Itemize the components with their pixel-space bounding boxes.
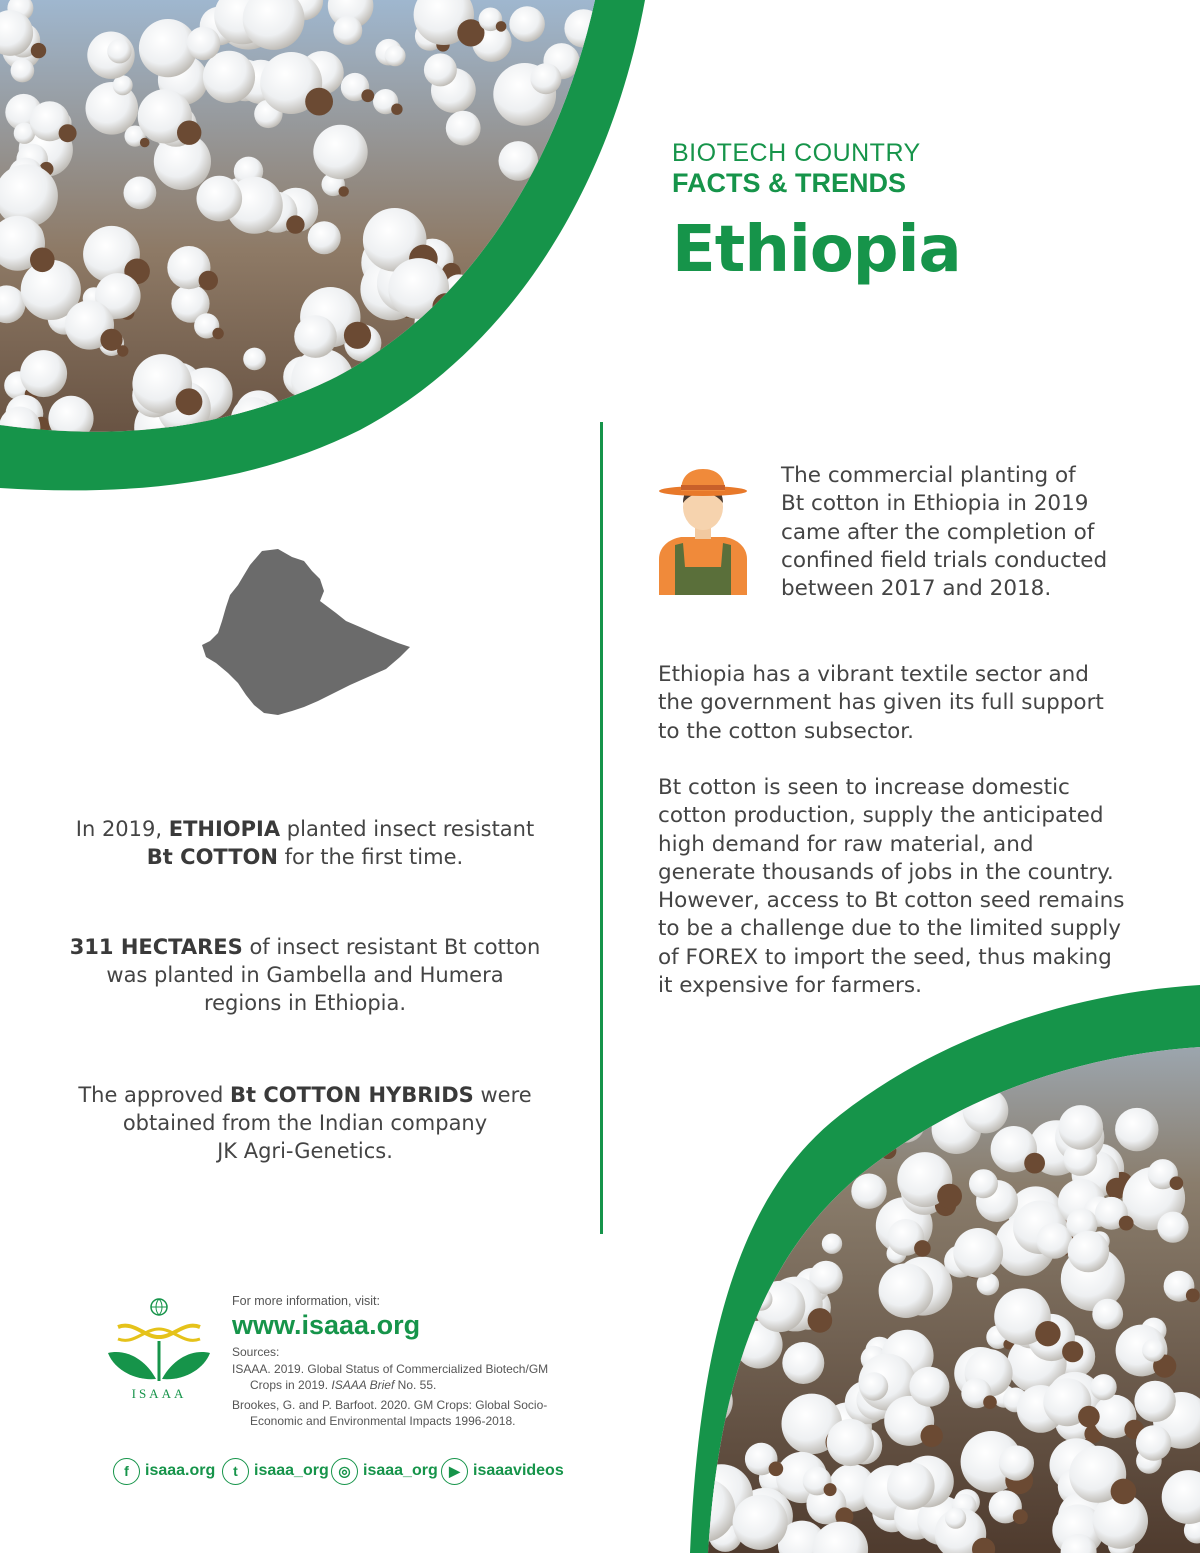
fact-hectares: 311 HECTARES of insect resistant Bt cotton was planted in Gambella and Humera regions in Ethiopia. bbox=[69, 935, 541, 1015]
cotton-boll bbox=[584, 414, 612, 442]
cotton-boll bbox=[740, 1091, 763, 1114]
cotton-husk bbox=[769, 1462, 784, 1477]
cotton-boll bbox=[763, 1091, 791, 1119]
country-name: Ethiopia bbox=[672, 213, 961, 287]
cotton-boll bbox=[1059, 1105, 1104, 1150]
cotton-boll bbox=[1136, 1425, 1171, 1460]
cotton-boll bbox=[822, 1234, 842, 1254]
header-subtitle: BIOTECH COUNTRY bbox=[672, 139, 921, 167]
cotton-boll bbox=[197, 176, 243, 222]
cotton-boll bbox=[385, 45, 406, 66]
cotton-boll bbox=[123, 177, 156, 210]
cotton-boll bbox=[203, 51, 255, 103]
website-link[interactable]: www.isaaa.org bbox=[232, 1310, 421, 1340]
cotton-husk bbox=[1035, 1321, 1060, 1346]
instagram-icon: ◎ bbox=[331, 1458, 358, 1485]
cotton-husk bbox=[707, 1255, 717, 1265]
cotton-boll bbox=[509, 6, 545, 42]
cotton-husk bbox=[921, 1425, 943, 1447]
social-label: isaaa_org bbox=[363, 1462, 438, 1479]
cotton-husk bbox=[763, 1106, 776, 1119]
cotton-boll bbox=[1134, 1381, 1175, 1422]
logo-text: ISAAA bbox=[131, 1386, 187, 1401]
cotton-husk bbox=[361, 89, 374, 102]
cotton-husk bbox=[503, 420, 528, 445]
cotton-boll bbox=[728, 1143, 780, 1195]
cotton-husk bbox=[540, 279, 557, 296]
cotton-boll bbox=[969, 1169, 998, 1198]
cotton-husk bbox=[496, 21, 507, 32]
cotton-husk bbox=[212, 328, 223, 339]
cotton-husk bbox=[743, 1116, 765, 1138]
cotton-husk bbox=[344, 322, 371, 349]
cotton-husk bbox=[467, 384, 486, 403]
cotton-boll bbox=[690, 1242, 713, 1265]
cotton-husk bbox=[140, 138, 150, 148]
cotton-boll bbox=[1142, 1339, 1165, 1362]
cotton-husk bbox=[704, 1317, 716, 1329]
cotton-husk bbox=[31, 43, 46, 58]
cotton-boll bbox=[741, 1089, 771, 1119]
cotton-boll bbox=[851, 1174, 886, 1209]
cotton-boll bbox=[552, 350, 577, 375]
cotton-boll bbox=[708, 1088, 757, 1137]
cotton-husk bbox=[1186, 1289, 1200, 1303]
youtube-icon: ▶ bbox=[441, 1458, 468, 1485]
cotton-boll bbox=[1115, 1108, 1158, 1151]
cotton-boll bbox=[243, 348, 266, 371]
social-youtube[interactable] bbox=[441, 1456, 564, 1486]
cotton-boll bbox=[588, 178, 625, 215]
cotton-boll bbox=[827, 1419, 874, 1466]
more-info-label: For more information, visit: bbox=[232, 1294, 380, 1308]
paragraph-bt-cotton-benefits: Bt cotton is seen to increase domestic cotton production, supply the anticipated high demand for raw material, and generate thousands of jobs in the country. However, access to Bt cotton seed remains to be a challenge due to the limited supply of FOREX to import the seed, thus making it expensive for farmers. bbox=[658, 775, 1125, 999]
cotton-boll bbox=[690, 1139, 732, 1199]
cotton-boll bbox=[11, 59, 35, 83]
cotton-husk bbox=[808, 1308, 833, 1333]
cotton-husk bbox=[177, 121, 201, 145]
cotton-boll bbox=[690, 1123, 702, 1147]
cotton-husk bbox=[539, 298, 555, 314]
cotton-boll bbox=[782, 1342, 824, 1384]
cotton-boll bbox=[308, 221, 341, 254]
isaaa-logo bbox=[104, 1297, 214, 1402]
cotton-boll bbox=[446, 111, 481, 146]
cotton-husk bbox=[305, 88, 333, 116]
social-label: isaaa.org bbox=[145, 1462, 216, 1479]
cotton-boll bbox=[953, 1228, 1003, 1278]
cotton-boll bbox=[887, 1462, 935, 1510]
cotton-husk bbox=[1119, 1216, 1134, 1231]
cotton-boll bbox=[589, 224, 626, 261]
cotton-husk bbox=[757, 1104, 767, 1114]
cotton-boll bbox=[733, 1495, 788, 1550]
cotton-field-image-bottom bbox=[690, 985, 1200, 1553]
cotton-boll bbox=[1157, 1212, 1188, 1243]
ethiopia-map-icon bbox=[200, 545, 412, 717]
paragraph-commercial-planting: The commercial planting of Bt cotton in Ethiopia in 2019 came after the completion of confined field trials conducted between 2017 and 2018. bbox=[781, 463, 1108, 602]
cotton-husk bbox=[1013, 1509, 1028, 1524]
cotton-boll bbox=[107, 39, 131, 63]
cotton-field-image-top bbox=[0, 0, 660, 500]
cotton-husk bbox=[59, 124, 77, 142]
cotton-boll bbox=[1068, 1231, 1110, 1273]
cotton-husk bbox=[30, 247, 55, 272]
cotton-boll bbox=[472, 375, 531, 434]
cotton-boll bbox=[540, 393, 563, 416]
social-facebook[interactable] bbox=[113, 1456, 215, 1486]
cotton-husk bbox=[783, 1107, 796, 1120]
fact-first-planting: In 2019, ETHIOPIA planted insect resistant Bt COTTON for the first time. bbox=[75, 817, 535, 869]
fact-hybrids: The approved Bt COTTON HYBRIDS were obtained from the Indian company JK Agri-Genetics. bbox=[78, 1083, 532, 1163]
cotton-husk bbox=[1062, 1341, 1083, 1362]
cotton-husk bbox=[1078, 1406, 1100, 1428]
cotton-boll bbox=[909, 1367, 949, 1407]
cotton-husk bbox=[391, 104, 402, 115]
cotton-husk bbox=[100, 329, 122, 351]
cotton-husk bbox=[339, 186, 349, 196]
cotton-boll bbox=[530, 63, 561, 94]
cotton-boll bbox=[575, 292, 613, 330]
cotton-husk bbox=[700, 1229, 717, 1246]
cotton-boll bbox=[333, 16, 362, 45]
column-divider bbox=[600, 422, 603, 1234]
cotton-husk bbox=[712, 1297, 723, 1308]
cotton-boll bbox=[463, 388, 518, 443]
cotton-boll bbox=[1092, 1299, 1123, 1330]
cotton-husk bbox=[176, 388, 203, 415]
cotton-husk bbox=[708, 1220, 732, 1244]
cotton-husk bbox=[514, 409, 540, 435]
cotton-boll bbox=[294, 315, 337, 358]
cotton-husk bbox=[824, 1483, 837, 1496]
social-label: isaaavideos bbox=[473, 1462, 564, 1479]
cotton-husk bbox=[716, 1173, 743, 1200]
cotton-boll bbox=[860, 1372, 888, 1400]
cotton-husk bbox=[199, 271, 218, 290]
source-citation-1: ISAAA. 2019. Global Status of Commercialized Biotech/GM Crops in 2019. ISAAA Brief No. 55. bbox=[232, 1362, 549, 1392]
facebook-icon: f bbox=[113, 1458, 140, 1485]
cotton-husk bbox=[937, 1184, 962, 1209]
cotton-boll bbox=[476, 410, 517, 451]
social-twitter[interactable] bbox=[222, 1456, 329, 1486]
cotton-husk bbox=[570, 365, 581, 376]
cotton-husk bbox=[1024, 1153, 1045, 1174]
cotton-husk bbox=[1170, 1176, 1184, 1190]
paragraph-textile-sector: Ethiopia has a vibrant textile sector and the government has given its full support to the cotton subsector. bbox=[658, 662, 1104, 744]
cotton-boll bbox=[187, 27, 221, 61]
social-instagram[interactable] bbox=[331, 1456, 438, 1486]
sources-label: Sources: bbox=[232, 1345, 280, 1359]
cotton-boll bbox=[999, 1445, 1034, 1480]
cotton-boll bbox=[879, 1263, 934, 1318]
cotton-boll bbox=[581, 306, 618, 343]
social-label: isaaa_org bbox=[254, 1462, 329, 1479]
cotton-boll bbox=[1091, 1374, 1117, 1400]
source-citation-2: Brookes, G. and P. Barfoot. 2020. GM Crops: Global Socio- Economic and Environmental Impacts 1996-2018. bbox=[232, 1398, 548, 1428]
twitter-icon: t bbox=[222, 1458, 249, 1485]
cotton-boll bbox=[690, 1208, 710, 1245]
cotton-husk bbox=[1111, 1479, 1137, 1505]
cotton-boll bbox=[694, 1283, 719, 1308]
cotton-boll bbox=[690, 1190, 723, 1242]
cotton-husk bbox=[286, 215, 304, 233]
cotton-husk bbox=[914, 1240, 931, 1257]
farmer-icon bbox=[655, 463, 751, 595]
cotton-boll bbox=[20, 350, 67, 397]
cotton-husk bbox=[983, 1395, 997, 1409]
cotton-boll bbox=[690, 1302, 712, 1329]
header-title: FACTS & TRENDS bbox=[672, 168, 907, 198]
cotton-boll bbox=[424, 53, 457, 86]
cotton-husk bbox=[445, 388, 462, 405]
header bbox=[672, 138, 1172, 288]
cotton-boll bbox=[945, 1508, 966, 1529]
cotton-boll bbox=[313, 125, 367, 179]
